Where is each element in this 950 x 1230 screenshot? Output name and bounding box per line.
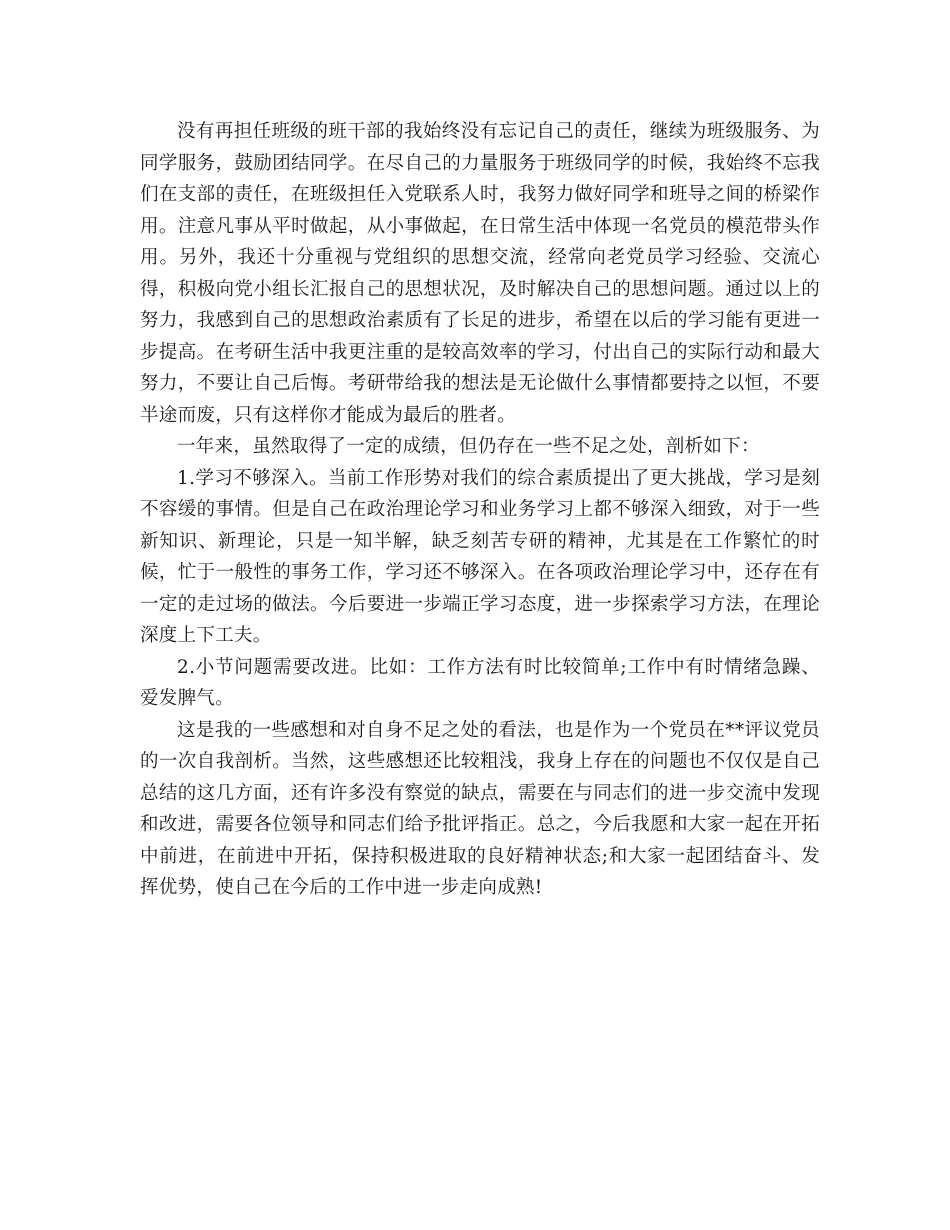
paragraph-study-issue: 1.学习不够深入。当前工作形势对我们的综合素质提出了更大挑战，学习是刻不容缓的事情。但是自己在政治理论学习和业务学习上都不够深入细致，对于一些新知识、新理论，只是一知半解，缺乏刻苦专研的精神，尤其是在工作繁忙的时候，忙于一般性的事务工作，学习还不够深入。在各项政治理论学习中，还存在有一定的走过场的做法。今后要进一步端正学习态度，进一步探索学习方法，在理论深度上下工夫。	[140, 467, 820, 646]
paragraph-shortcomings-intro: 一年来，虽然取得了一定的成绩，但仍存在一些不足之处，剖析如下：	[177, 436, 760, 457]
paragraph-details-issue: 2.小节问题需要改进。比如：工作方法有时比较简单;工作中有时情绪急躁、爱发脾气。	[140, 656, 820, 709]
paragraph-conclusion: 这是我的一些感想和对自身不足之处的看法，也是作为一个党员在**评议党员的一次自我剖析。当然，这些感想还比较粗浅，我身上存在的问题也不仅仅是自己总结的这几方面，还有许多没有察觉的缺点，需要在与同志们的进一步交流中发现和改进，需要各位领导和同志们给予批评指正。总之，今后我愿和大家一起在开拓中前进，在前进中开拓，保持积极进取的良好精神状态;和大家一起团结奋斗、发挥优势，使自己在今后的工作中进一步走向成熟!	[140, 719, 820, 898]
document-page	[140, 116, 820, 904]
paragraph-service: 没有再担任班级的班干部的我始终没有忘记自己的责任，继续为班级服务、为同学服务，鼓励团结同学。在尽自己的力量服务于班级同学的时候，我始终不忘我们在支部的责任，在班级担任入党联系人时，我努力做好同学和班导之间的桥梁作用。注意凡事从平时做起，从小事做起，在日常生活中体现一名党员的模范带头作用。另外，我还十分重视与党组织的思想交流，经常向老党员学习经验、交流心得，积极向党小组长汇报自己的思想状况，及时解决自己的思想问题。通过以上的努力，我感到自己的思想政治素质有了长足的进步，希望在以后的学习能有更进一步提高。在考研生活中我更注重的是较高效率的学习，付出自己的实际行动和最大努力，不要让自己后悔。考研带给我的想法是无论做什么事情都要持之以恒，不要半途而废，只有这样你才能成为最后的胜者。	[140, 121, 820, 426]
